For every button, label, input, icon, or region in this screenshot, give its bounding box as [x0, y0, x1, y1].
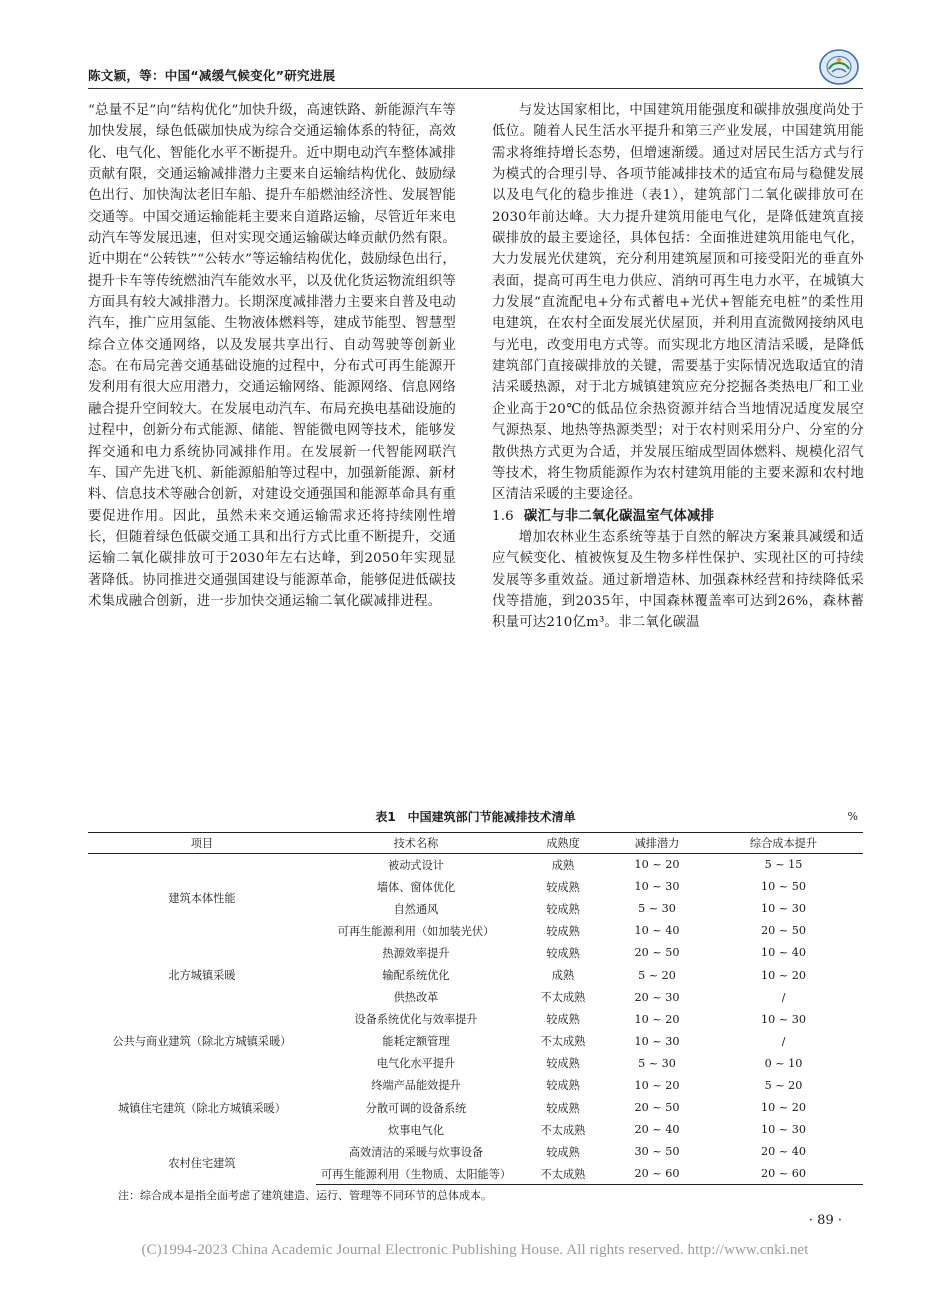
running-head: 陈文颖，等：中国“减缓气候变化”研究进展 — [88, 68, 336, 83]
potential-cell: 10 ~ 20 — [634, 1078, 680, 1092]
section-number: 1.6 — [492, 508, 514, 524]
potential-cell: 10 ~ 30 — [634, 880, 680, 894]
category-cell: 建筑本体性能 — [168, 891, 236, 905]
table-row — [88, 942, 863, 964]
right-column — [492, 100, 864, 634]
header-cell: 成熟度 — [516, 833, 610, 854]
maturity-cell: 不太成熟 — [540, 1035, 586, 1049]
category-cell: 城镇住宅建筑（除北方城镇采暖） — [118, 1101, 286, 1115]
technology-cell: 可再生能源利用（如加装光伏） — [337, 924, 495, 938]
table-unit: % — [847, 810, 858, 823]
cost-cell: 10 ~ 50 — [761, 880, 806, 894]
header-rule — [88, 88, 863, 89]
technology-cell: 被动式设计 — [388, 858, 444, 872]
maturity-cell: 较成熟 — [546, 946, 580, 960]
section-title: 碳汇与非二氧化碳温室气体减排 — [523, 508, 715, 524]
page-number: · 89 · — [808, 1213, 842, 1228]
technology-cell: 热源效率提升 — [382, 946, 450, 960]
carbon-sink-paragraph: 增加农林业生态系统等基于自然的解决方案兼具减缓和适应气候变化、植被恢复及生物多样性保护、实现社区的可持续发展等多重效益。通过新增造林、加强森林经营和持续降低采伐等措施，到2035年，中国森林覆盖率可达到26%，森林蓄积量可达210亿m³。非二氧化碳温 — [492, 529, 864, 631]
cost-cell: 10 ~ 30 — [761, 1123, 806, 1137]
table-note: 注：综合成本是指全面考虑了建筑建造、运行、管理等不同环节的总体成本。 — [118, 1189, 492, 1202]
cost-cell: 5 ~ 20 — [764, 1078, 803, 1092]
maturity-cell: 较成熟 — [546, 1057, 580, 1071]
maturity-cell: 较成熟 — [546, 1013, 580, 1027]
cost-cell: 10 ~ 20 — [761, 968, 806, 982]
cost-cell: 10 ~ 30 — [761, 1012, 806, 1026]
technology-cell: 输配系统优化 — [382, 969, 450, 983]
table-row — [88, 1008, 863, 1030]
header-cell: 综合成本提升 — [704, 833, 863, 854]
cost-cell: 0 ~ 10 — [764, 1056, 803, 1070]
potential-cell: 5 ~ 30 — [638, 902, 676, 916]
table-row — [88, 1141, 863, 1163]
technology-cell: 分散可调的设备系统 — [365, 1101, 467, 1115]
technology-cell: 终端产品能效提升 — [371, 1079, 461, 1093]
cost-cell: 20 ~ 60 — [704, 1163, 863, 1185]
cost-cell: / — [781, 1034, 786, 1048]
cost-cell: 10 ~ 40 — [761, 946, 806, 960]
header-cell: 项目 — [88, 833, 316, 854]
potential-cell: 20 ~ 60 — [610, 1163, 704, 1185]
technology-table — [88, 832, 863, 1185]
potential-cell: 30 ~ 50 — [634, 1145, 680, 1159]
potential-cell: 10 ~ 20 — [634, 1012, 680, 1026]
potential-cell: 5 ~ 30 — [638, 1056, 676, 1070]
technology-cell: 电气化水平提升 — [376, 1057, 456, 1071]
potential-cell: 10 ~ 40 — [634, 924, 680, 938]
maturity-cell: 不太成熟 — [516, 1163, 610, 1185]
table-caption: 表1 中国建筑部门节能减排技术清单 — [375, 810, 576, 824]
section-heading — [492, 506, 864, 527]
potential-cell: 20 ~ 30 — [634, 990, 680, 1004]
maturity-cell: 较成熟 — [546, 924, 580, 938]
maturity-cell: 较成熟 — [546, 1079, 580, 1093]
header-cell: 技术名称 — [316, 833, 516, 854]
maturity-cell: 不太成熟 — [540, 1123, 586, 1137]
potential-cell: 5 ~ 20 — [638, 968, 676, 982]
technology-cell: 可再生能源利用（生物质、太阳能等） — [316, 1163, 516, 1185]
cost-cell: 5 ~ 15 — [764, 858, 803, 872]
cost-cell: 10 ~ 20 — [761, 1101, 806, 1115]
cost-cell: / — [781, 990, 786, 1004]
technology-cell: 炊事电气化 — [388, 1123, 444, 1137]
building-sector-paragraph: 与发达国家相比，中国建筑用能强度和碳排放强度尚处于低位。随着人民生活水平提升和第三产业发展，中国建筑用能需求将维持增长态势，但增速渐缓。通过对居民生活方式与行为模式的合理引导、各项节能减排技术的适宜布局与稳健发展以及电气化的稳步推进（表1），建筑部门二氧化碳排放可在2030年前达峰。大力提升建筑用能电气化，是降低建筑直接碳排放的最主要途径，具体包括：全面推进建筑用能电气化，大力发展光伏建筑，充分利用建筑屋顶和可接受阳光的垂直外表面，提高可再生电力供应、消纳可再生电力水平，在城镇大力发展“直流配电+分布式蓄电+光伏+智能充电桩”的柔性用电建筑，在农村全面发展光伏屋顶，并利用直流微网接纳风电与光电，改变用电方式等。而实现北方地区清洁采暖，是降低建筑部门直接碳排放的关键，需要基于实际情况选取适宜的清洁采暖热源，对于北方城镇建筑应充分挖掘各类热电厂和工业企业高于20℃的低品位余热资源并结合当地情况适度发展空气源热泵、地热等热源类型；对于农村则采用分户、分室的分散供热方式更为合适，并发展压缩成型固体燃料、规模化沼气等技术，将生物质能源作为农村建筑用能的主要来源和农村地区清洁采暖的主要途径。 — [492, 103, 864, 503]
cost-cell: 20 ~ 50 — [761, 924, 806, 938]
maturity-cell: 较成熟 — [546, 880, 580, 894]
potential-cell: 20 ~ 40 — [634, 1123, 680, 1137]
category-cell: 公共与商业建筑（除北方城镇采暖） — [112, 1035, 292, 1049]
technology-cell: 设备系统优化与效率提升 — [354, 1013, 478, 1027]
potential-cell: 20 ~ 50 — [634, 946, 680, 960]
table-row — [88, 1074, 863, 1096]
maturity-cell: 不太成熟 — [540, 991, 586, 1005]
maturity-cell: 较成熟 — [546, 1145, 580, 1159]
maturity-cell: 较成熟 — [546, 902, 580, 916]
technology-cell: 高效清洁的采暖与炊事设备 — [348, 1145, 484, 1159]
table-row — [88, 854, 863, 876]
maturity-cell: 成熟 — [551, 858, 575, 872]
technology-cell: 墙体、窗体优化 — [376, 880, 456, 894]
potential-cell: 10 ~ 30 — [634, 1034, 680, 1048]
potential-cell: 10 ~ 20 — [634, 858, 680, 872]
technology-cell: 供热改革 — [393, 991, 439, 1005]
category-cell: 北方城镇采暖 — [168, 969, 236, 983]
category-cell: 农村住宅建筑 — [168, 1156, 236, 1170]
maturity-cell: 较成熟 — [546, 1101, 580, 1115]
left-column — [88, 100, 456, 612]
journal-logo-icon — [818, 48, 860, 86]
maturity-cell: 成熟 — [551, 969, 575, 983]
potential-cell: 20 ~ 50 — [634, 1101, 680, 1115]
cost-cell: 10 ~ 30 — [761, 902, 806, 916]
header-cell: 减排潜力 — [610, 833, 704, 854]
table-header-row — [88, 833, 863, 854]
left-body-paragraph: “总量不足”向“结构优化”加快升级，高速铁路、新能源汽车等加快发展，绿色低碳加快成为综合交通运输体系的特征，高效化、电气化、智能化水平不断提升。近中期电动汽车整体减排贡献有限，交通运输减排潜力主要来自运输结构优化、鼓励绿色出行、加快淘汰老旧车船、提升车船燃油经济性、发展智能交通等。中国交通运输能耗主要来自道路运输，尽管近年来电动汽车等发展迅速，但对实现交通运输碳达峰贡献仍然有限。近中期在“公转铁”“公转水”等运输结构优化，鼓励绿色出行，提升卡车等传统燃油汽车能效水平，以及优化货运物流组织等方面具有较大减排潜力。长期深度减排潜力主要来自普及电动汽车，推广应用氢能、生物液体燃料等，建成节能型、智慧型综合立体交通网络，以及发展共享出行、自动驾驶等创新业态。在布局完善交通基础设施的过程中，分布式可再生能源开发利用有很大应用潜力，交通运输网络、能源网络、信息网络融合提升空间较大。在发展电动汽车、布局充换电基础设施的过程中，创新分布式能源、储能、智能微电网等技术，能够发挥交通和电力系统协同减排作用。在发展新一代智能网联汽车、国产先进飞机、新能源船舶等过程中，加强新能源、新材料、信息技术等融合创新，对建设交通强国和能源革命具有重要促进作用。因此，虽然未来交通运输需求还将持续刚性增长，但随着绿色低碳交通工具和出行方式比重不断提升，交通运输二氧化碳排放可于2030年左右达峰，到2050年实现显著降低。协同推进交通强国建设与能源革命，能够促进低碳技术集成融合创新，进一步加快交通运输二氧化碳减排进程。 — [88, 103, 456, 609]
technology-cell: 自然通风 — [393, 902, 439, 916]
technology-cell: 能耗定额管理 — [382, 1035, 450, 1049]
cost-cell: 20 ~ 40 — [761, 1145, 806, 1159]
copyright-watermark: (C)1994-2023 China Academic Journal Electronic Publishing House. All rights reserved. http://www.cnki.net — [141, 1242, 809, 1258]
